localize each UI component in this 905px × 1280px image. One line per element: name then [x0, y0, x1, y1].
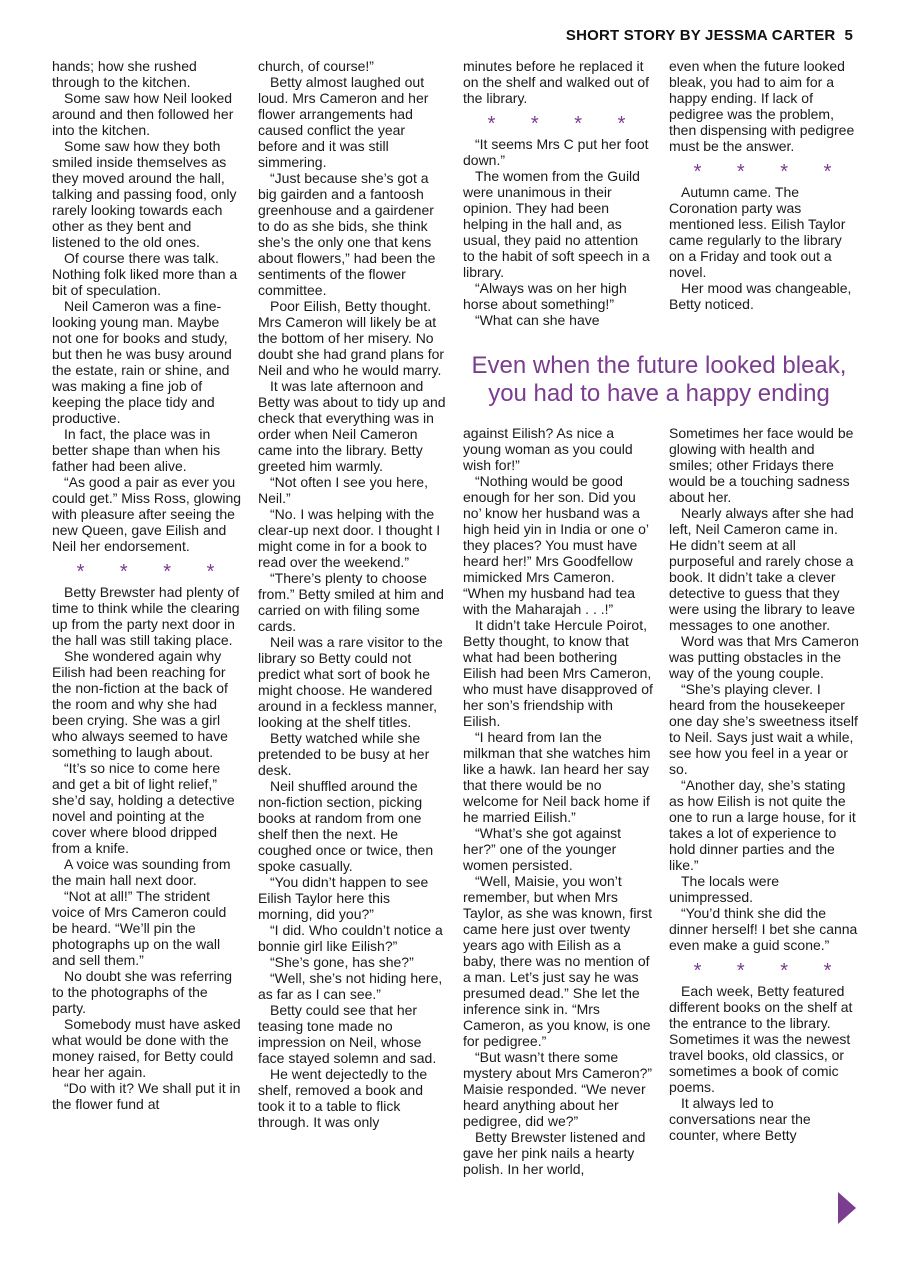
paragraph: “You didn’t happen to see Eilish Taylor here this morning, did you?”: [258, 874, 429, 922]
paragraph: It always led to conversations near the counter, where Betty: [669, 1095, 811, 1143]
page-number: 5: [844, 27, 853, 44]
paragraph: Each week, Betty featured different books on the shelf at the entrance to the library. Sometimes it was the newest travel books, old classics, or sometimes a book of comic poems.: [669, 983, 853, 1095]
section-break-stars: * * * *: [76, 561, 230, 583]
paragraph: Autumn came. The Coronation party was mentioned less. Eilish Taylor came regularly to the library on a Friday and took out a novel.: [669, 184, 846, 280]
paragraph: “Just because she’s got a big gairden and a fantoosh greenhouse and a gairdener to do as she bids, she think she’s the only one that kens about flowers,” had been the sentiments of the flower committee.: [258, 170, 436, 298]
paragraph: “Nothing would be good enough for her son. Did you no’ know her husband was a high heid yin in India or one o’ they places? You must have heard her!” Mrs Goodfellow mimicked Mrs Cameron. “When my husband had tea with the Maharajah . . .!”: [463, 473, 649, 617]
paragraph: “No. I was helping with the clear-up next door. I thought I might come in for a book to read over the weekend.”: [258, 506, 441, 570]
column-4-bottom: [669, 425, 859, 1143]
paragraph: Neil Cameron was a fine-looking young man. Maybe not one for books and study, but then he was busy around the estate, rain or shine, and was making a fine job of keeping the place tidy and productive.: [52, 298, 232, 426]
paragraph: “She’s playing clever. I heard from the housekeeper one day she’s sweetness itself to Neil. Says just wait a while, see how you feel in a year or so.: [669, 681, 858, 777]
paragraph: “Do with it? We shall put it in the flower fund at: [52, 1080, 241, 1112]
col4-section-d: [669, 983, 859, 1143]
paragraph: “Well, she’s not hiding here, as far as I can see.”: [258, 970, 443, 1002]
col3-section-a: [463, 58, 653, 106]
paragraph: He went dejectedly to the shelf, removed a book and took it to a table to flick through. It was only: [258, 1066, 428, 1130]
col2-section-a: [258, 58, 448, 1130]
paragraph: “Always was on her high horse about something!”: [463, 280, 627, 312]
paragraph: Betty almost laughed out loud. Mrs Cameron and her flower arrangements had caused conflict the year before and it was still simmering.: [258, 74, 429, 170]
col4-section-a: [669, 58, 859, 154]
paragraph: A voice was sounding from the main hall next door.: [52, 856, 231, 888]
column-1: [52, 58, 242, 1112]
paragraph: Betty could see that her teasing tone made no impression on Neil, whose face stayed solemn and sad.: [258, 1002, 437, 1066]
col3-section-c: [463, 425, 653, 1177]
page-header: [566, 27, 853, 44]
col4-section-b: [669, 184, 859, 312]
paragraph: Betty watched while she pretended to be busy at her desk.: [258, 730, 430, 778]
section-break-stars: * * * *: [693, 161, 847, 183]
paragraph: “There’s plenty to choose from.” Betty smiled at him and carried on with filing some cards.: [258, 570, 444, 634]
column-2: [258, 58, 448, 1130]
paragraph: Her mood was changeable, Betty noticed.: [669, 280, 852, 312]
paragraph: Neil shuffled around the non-fiction section, picking books at random from one shelf then the next. He coughed once or twice, then spoke casually.: [258, 778, 434, 874]
paragraph: “What can she have: [475, 312, 600, 328]
paragraph: Betty Brewster had plenty of time to think while the clearing up from the party next door in the hall was still taking place.: [52, 584, 240, 648]
paragraph: No doubt she was referring to the photographs of the party.: [52, 968, 233, 1016]
paragraph: “It seems Mrs C put her foot down.”: [463, 136, 649, 168]
section-break-stars: * * * *: [487, 113, 641, 135]
paragraph: “Not often I see you here, Neil.”: [258, 474, 428, 506]
paragraph: “Not at all!” The strident voice of Mrs Cameron could be heard. “We’ll pin the photographs up on the wall and sell them.”: [52, 888, 227, 968]
paragraph: “But wasn’t there some mystery about Mrs Cameron?” Maisie responded. “We never heard anything about her pedigree, did we?”: [463, 1049, 653, 1129]
paragraph: It didn’t take Hercule Poirot, Betty thought, to know that what had been bothering Eilish had been Mrs Cameron, who must have disapproved of her son’s friendship with Eilish.: [463, 617, 653, 729]
paragraph: “You’d think she did the dinner herself! I bet she canna even make a guid scone.”: [669, 905, 858, 953]
paragraph: Of course there was talk. Nothing folk liked more than a bit of speculation.: [52, 250, 238, 298]
paragraph: The locals were unimpressed.: [669, 873, 780, 905]
paragraph: Neil was a rare visitor to the library so Betty could not predict what sort of book he might choose. He wandered around in a feckless manner, looking at the shelf titles.: [258, 634, 443, 730]
paragraph: Some saw how Neil looked around and then followed her into the kitchen.: [52, 90, 234, 138]
col1-section-a: [52, 58, 242, 554]
paragraph: “Another day, she’s stating as how Eilish is not quite the one to run a large house, for it takes a lot of experience to hold dinner parties and the like.”: [669, 777, 856, 873]
paragraph: Sometimes her face would be glowing with health and smiles; other Fridays there would be a touching sadness about her.: [669, 425, 854, 505]
paragraph: “I did. Who couldn’t notice a bonnie girl like Eilish?”: [258, 922, 443, 954]
section-break-stars: * * * *: [693, 960, 847, 982]
paragraph: minutes before he replaced it on the shelf and walked out of the library.: [463, 58, 650, 106]
pull-quote: Even when the future looked bleak, you had to have a happy ending: [471, 352, 847, 407]
paragraph: church, of course!”: [258, 58, 374, 74]
paragraph: It was late afternoon and Betty was about to tidy up and check that everything was in order when Neil Cameron came into the library. Betty greeted him warmly.: [258, 378, 446, 474]
paragraph: Poor Eilish, Betty thought. Mrs Cameron will likely be at the bottom of her misery. No doubt she had grand plans for Neil and who he would marry.: [258, 298, 445, 378]
paragraph: even when the future looked bleak, you had to aim for a happy ending. If lack of pedigree was the problem, then dispensing with pedigree must be the answer.: [669, 58, 855, 154]
paragraph: In fact, the place was in better shape than when his father had been alive.: [52, 426, 221, 474]
header-title: SHORT STORY BY JESSMA CARTER: [565, 27, 836, 44]
paragraph: hands; how she rushed through to the kitchen.: [52, 58, 197, 90]
paragraph: “As good a pair as ever you could get.” Miss Ross, glowing with pleasure after seeing the new Queen, gave Eilish and Neil her endorsement.: [52, 474, 242, 554]
paragraph: Word was that Mrs Cameron was putting obstacles in the way of the young couple.: [669, 633, 859, 681]
paragraph: “She’s gone, has she?”: [270, 954, 414, 970]
col1-section-b: [52, 584, 242, 1112]
col3-section-b: [463, 136, 653, 328]
paragraph: Somebody must have asked what would be done with the money raised, for Betty could hear her again.: [52, 1016, 241, 1080]
paragraph: Nearly always after she had left, Neil Cameron came in. He didn’t seem at all purposeful and rarely chose a book. It didn’t take a clever detective to guess that they were using the library to leave messages to one another.: [669, 505, 855, 633]
column-4-top: [669, 58, 859, 312]
column-3-top: [463, 58, 653, 328]
continue-arrow-icon: [838, 1192, 856, 1224]
column-3-bottom: [463, 425, 653, 1177]
paragraph: The women from the Guild were unanimous in their opinion. They had been helping in the hall and, as usual, they paid no attention to the habit of soft speech in a library.: [463, 168, 650, 280]
paragraph: “It’s so nice to come here and get a bit of light relief,” she’d say, holding a detective novel and pointing at the cover where blood dripped from a knife.: [52, 760, 235, 856]
paragraph: Some saw how they both smiled inside themselves as they moved around the hall, talking and passing food, only rarely looking towards each other as they bent and listened to the old ones.: [52, 138, 237, 250]
paragraph: Betty Brewster listened and gave her pink nails a hearty polish. In her world,: [463, 1129, 646, 1177]
paragraph: “Well, Maisie, you won’t remember, but when Mrs Taylor, as she was known, first came here just over twenty years ago with Eilish as a baby, there was no mention of a man. Let’s just say he was presumed dead.” She let the inference sink in. “Mrs Cameron, as you know, is one for pedigree.”: [463, 873, 653, 1049]
paragraph: against Eilish? As nice a young woman as you could wish for!”: [463, 425, 633, 473]
paragraph: “I heard from Ian the milkman that she watches him like a hawk. Ian heard her say that there would be no welcome for Neil back home if he married Eilish.”: [463, 729, 651, 825]
paragraph: She wondered again why Eilish had been reaching for the non-fiction at the back of the room and why she had been crying. She was a girl who always seemed to have something to laugh about.: [52, 648, 228, 760]
paragraph: “What’s she got against her?” one of the younger women persisted.: [463, 825, 622, 873]
col4-section-c: [669, 425, 859, 953]
